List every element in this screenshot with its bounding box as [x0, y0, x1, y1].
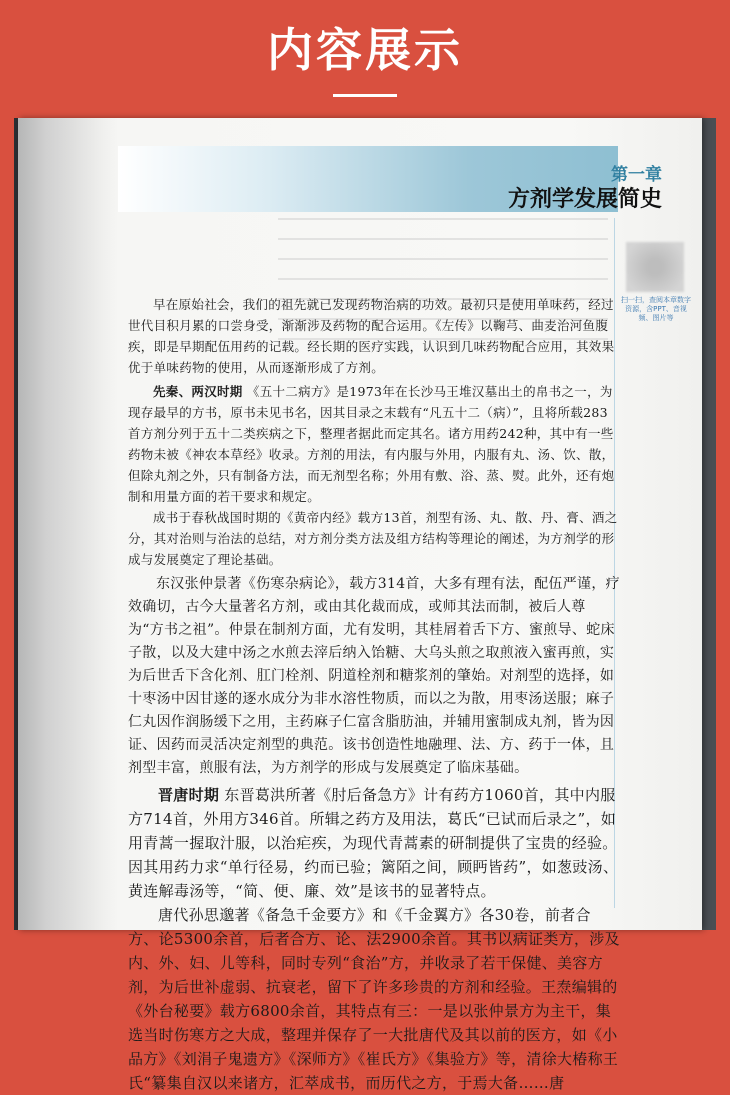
- chapter-body: [128, 294, 620, 1095]
- chapter-title: 方剂学发展简史: [507, 187, 662, 212]
- paragraph-text: 东汉张仲景著《伤寒杂病论》，载方314首，大多有理有法，配伍严谨，疗效确切，古今大量著名方剂，或由其化裁而成，或师其法而制，被后人尊为“方书之祖”。仲景在制剂方面，尤有发明，其桂屑着舌下方、蜜煎导、蛇床子散，以及大建中汤之水煎去滓后纳入饴糖、大乌头煎之取煎液入蜜再煎，实为后世舌下含化剂、肛门栓剂、阴道栓剂和糖浆剂的肇始。对剂型的选择，如十枣汤中因甘遂的逐水成分为非水溶性物质，而以之为散，用枣汤送服；麻子仁丸因作润肠缓下之用，主药麻子仁富含脂肪油，并辅用蜜制成丸剂，皆为因证、因药而灵活决定剂型的典范。该书创造性地融理、法、方、药于一体，且剂型丰富，煎服有法，为方剂学的形成与发展奠定了临床基础。: [128, 576, 620, 776]
- paragraph-neijing: [128, 507, 620, 570]
- period-heading: 先秦、两汉时期: [153, 384, 243, 399]
- paragraph-pre-qin: [128, 381, 620, 507]
- banner-title: 内容展示: [267, 23, 463, 77]
- paragraph-text: 成书于春秋战国时期的《黄帝内经》载方13首，剂型有汤、丸、散、丹、膏、酒之分，其对治则与治法的总结，对方剂分类方法及组方结构等理论的阐述，为方剂学的形成与发展奠定了理论基础。: [128, 510, 618, 567]
- header-banner: [0, 0, 730, 118]
- paragraph-intro: [128, 294, 620, 378]
- paragraph-text: 唐代孙思邈著《备急千金要方》和《千金翼方》各30卷，前者合方、论5300余首，后者合方、论、法2900余首。其书以病证类方，涉及内、外、妇、儿等科，同时专列“食治”方，并收录了若干保健、美容方剂，为后世补虚弱、抗衰老，留下了许多珍贵的方剂和经验。王焘编辑的《外台秘要》载方6800余首，其特点有三：一是以张仲景方为主干，集选当时伤寒方之大成，整理并保存了一大批唐代及其以前的医方，如《小品方》《刘涓子鬼遗方》《深师方》《崔氏方》《集验方》等，清徐大椿称王氏“纂集自汉以来诸方，汇萃成书，而历代之方，于焉大备……唐: [128, 906, 620, 1092]
- qr-caption: 扫一扫，查阅本章数字资源，含PPT、音视频、图片等: [621, 296, 691, 322]
- paragraph-text: 东晋葛洪所著《肘后备急方》计有药方1060首，其中内服方714首，外用方346首。所辑之药方及用法，葛氏“已试而后录之”，如用青蒿一握取汁服，以治疟疾，为现代青蒿素的研制提供了宝贵的经验。因其用药力求“单行径易，约而已验；篱陌之间，顾眄皆药”，如葱豉汤、黄连解毒汤等，“简、便、廉、效”是该书的显著特点。: [128, 786, 619, 900]
- book-photo: [14, 118, 716, 1092]
- banner-divider: [333, 94, 397, 97]
- period-heading: 晋唐时期: [158, 786, 220, 804]
- qr-code-icon[interactable]: [626, 242, 684, 292]
- paragraph-text: 早在原始社会，我们的祖先就已发现药物治病的功效。最初只是使用单味药，经过世代目积月累的口尝身受，渐渐涉及药物的配合运用。《左传》以鞠芎、曲麦治河鱼腹疾，即是早期配伍用药的记载。经长期的医疗实践，认识到几味药物配合应用，其效果优于单味药物的使用，从而逐渐形成了方剂。: [128, 297, 615, 375]
- chapter-number: 第一章: [611, 165, 662, 185]
- page-curl-shadow: [18, 118, 118, 930]
- book-page: [18, 118, 702, 1092]
- paragraph-shanghan: [128, 573, 620, 780]
- paragraph-text: 《五十二病方》是1973年在长沙马王堆汉墓出土的帛书之一，为现存最早的方书，原书未见书名，因其目录之末载有“凡五十二（病）”，且将所载283首方剂分列于五十二类疾病之下，整理者据此而定其名。诸方用药242种，其中有一些药物未被《神农本草经》收录。方剂的用法，有内服与外用，内服有丸、汤、饮、散，但除丸剂之外，只有制备方法，而无剂型名称；外用有敷、浴、蒸、熨。此外，还有炮制和用量方面的若干要求和规定。: [128, 384, 615, 504]
- paragraph-jin-tang: [128, 783, 620, 903]
- paragraph-tang: [128, 903, 620, 1095]
